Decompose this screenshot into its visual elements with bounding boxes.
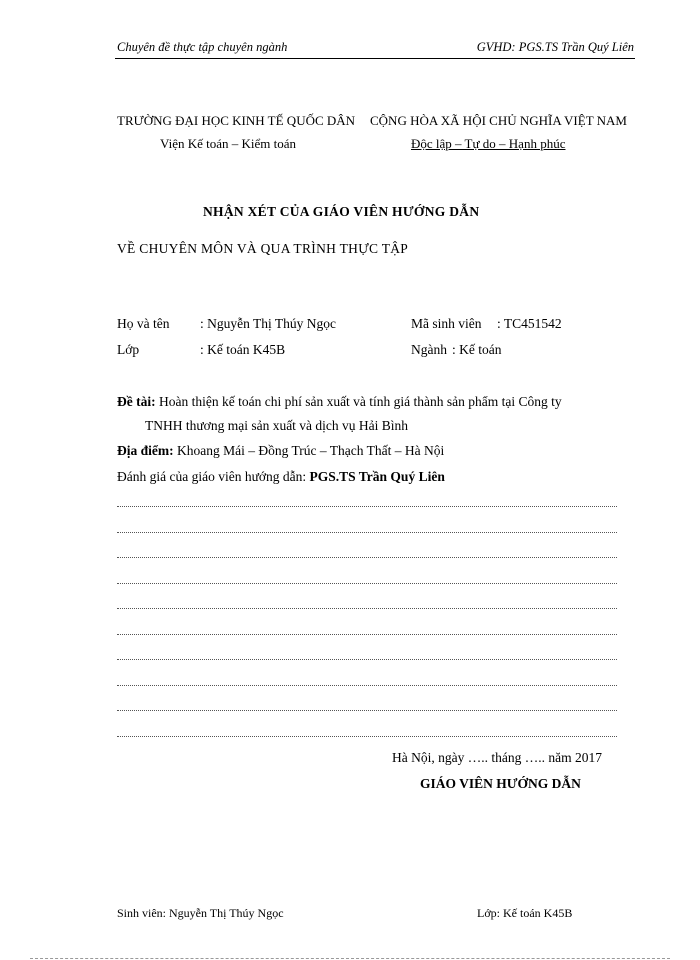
location-label: Địa điểm: xyxy=(117,443,174,458)
comment-line xyxy=(117,557,617,558)
student-id-value: : TC451542 xyxy=(497,316,562,331)
name-value: : Nguyễn Thị Thúy Ngọc xyxy=(200,316,336,331)
page-edge-rule xyxy=(30,958,670,959)
class-label: Lớp xyxy=(117,342,140,357)
comment-line xyxy=(117,532,617,533)
signature-date: Hà Nội, ngày ….. tháng ….. năm 2017 xyxy=(392,750,602,765)
topic-line-1 xyxy=(117,394,562,410)
location-line xyxy=(117,443,444,459)
topic-text-1: Hoàn thiện kế toán chi phí sản xuất và tính giá thành sản phẩm tại Công ty xyxy=(155,394,562,409)
national-motto: Độc lập – Tự do – Hạnh phúc xyxy=(411,136,566,151)
university-name: TRƯỜNG ĐẠI HỌC KINH TẾ QUỐC DÂN xyxy=(117,113,356,128)
signature-role: GIÁO VIÊN HƯỚNG DẪN xyxy=(420,776,581,791)
comment-line xyxy=(117,583,617,584)
comment-line xyxy=(117,736,617,737)
comment-line xyxy=(117,608,617,609)
class-value: : Kế toán K45B xyxy=(200,342,286,357)
comment-line xyxy=(117,634,617,635)
footer-student: Sinh viên: Nguyễn Thị Thúy Ngọc xyxy=(117,906,284,920)
document-subtitle: VỀ CHUYÊN MÔN VÀ QUA TRÌNH THỰC TẬP xyxy=(117,241,409,256)
comment-line xyxy=(117,659,617,660)
major-value: : Kế toán xyxy=(452,342,502,357)
running-header-right: GVHD: PGS.TS Trần Quý Liên xyxy=(476,40,634,54)
document-title: NHẬN XÉT CỦA GIÁO VIÊN HƯỚNG DẪN xyxy=(203,204,480,219)
major-label: Ngành xyxy=(411,342,447,357)
running-header-left: Chuyên đề thực tập chuyên ngành xyxy=(117,40,288,54)
footer-class: Lớp: Kế toán K45B xyxy=(477,906,573,920)
topic-label: Đề tài: xyxy=(117,394,156,409)
supervisor-name: PGS.TS Trần Quý Liên xyxy=(309,469,445,484)
name-label: Họ và tên xyxy=(117,316,170,331)
comment-line xyxy=(117,710,617,711)
comment-line xyxy=(117,506,617,507)
institute-name: Viện Kế toán – Kiểm toán xyxy=(160,136,297,151)
evaluation-label: Đánh giá của giáo viên hướng dẫn: xyxy=(117,469,310,484)
student-id-label: Mã sinh viên xyxy=(411,316,482,331)
national-title: CỘNG HÒA XÃ HỘI CHỦ NGHĨA VIỆT NAM xyxy=(370,113,627,128)
header-divider xyxy=(115,58,635,59)
evaluation-line xyxy=(117,469,445,485)
location-value: Khoang Mái – Đồng Trúc – Thạch Thất – Hà Nội xyxy=(173,443,445,458)
topic-text-2: TNHH thương mại sản xuất và dịch vụ Hải Bình xyxy=(145,418,409,433)
comment-line xyxy=(117,685,617,686)
